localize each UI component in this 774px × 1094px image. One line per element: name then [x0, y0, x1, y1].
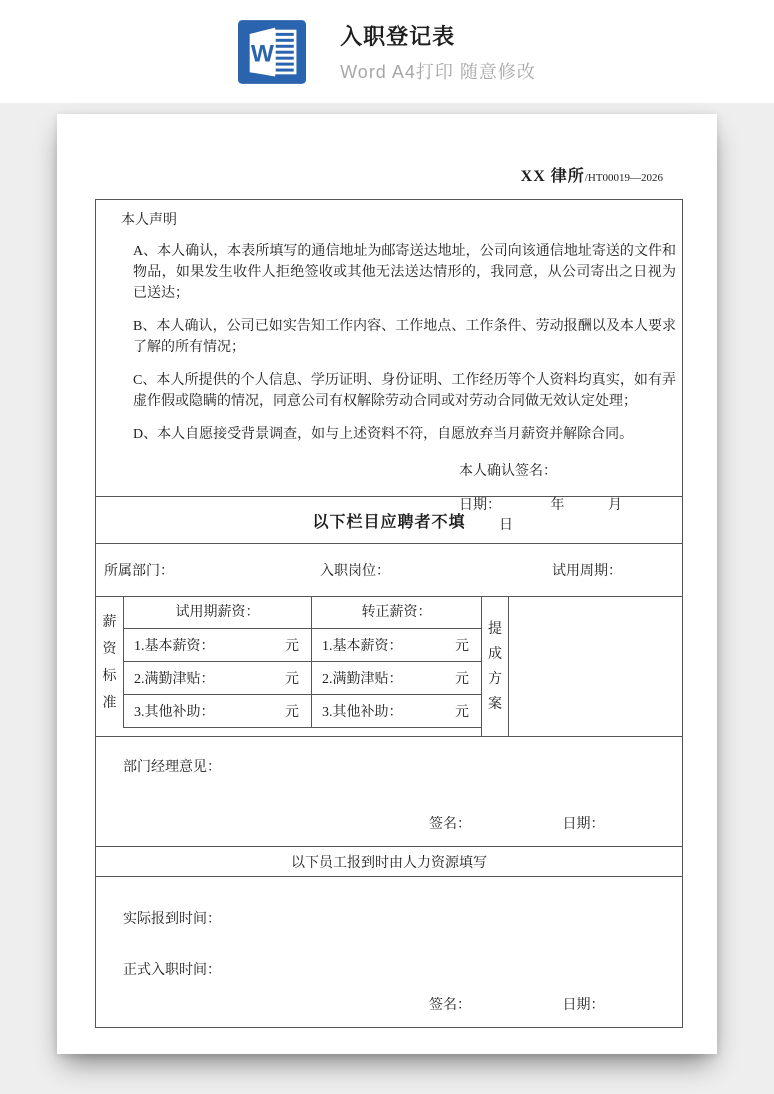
confirm-signature-label: 本人确认签名： [459, 464, 557, 479]
manager-opinion-cell [96, 737, 682, 847]
salary-unit: 元 [285, 705, 299, 720]
salary-item-label: 3.其他补助： [134, 705, 215, 720]
page-subtitle: Word A4打印 随意修改 [340, 61, 536, 82]
applicant-notice-text: 以下栏目应聘者不填 [312, 513, 466, 531]
date-unit-year: 年 [550, 498, 565, 513]
regular-salary-column [311, 597, 481, 728]
probation-salary-item-3 [124, 695, 311, 728]
page-title: 入职登记表 [340, 23, 456, 49]
salary-row [96, 597, 682, 737]
regular-salary-item-2 [312, 662, 481, 695]
salary-item-label: 2.满勤津贴： [322, 672, 403, 687]
manager-opinion-label: 部门经理意见： [123, 760, 221, 775]
commission-plan-cell [509, 597, 682, 736]
svg-text:W: W [251, 40, 275, 68]
salary-unit: 元 [455, 672, 469, 687]
letterhead-company: XX 律所 [520, 168, 585, 185]
declaration-title: 本人声明 [121, 213, 177, 228]
salary-unit: 元 [455, 705, 469, 720]
registration-form-table [95, 199, 683, 1028]
probation-salary-header: 试用期薪资： [124, 597, 311, 629]
salary-unit: 元 [455, 639, 469, 654]
declaration-item-a: A、本人确认，本表所填写的通信地址为邮寄送达地址，公司向该通信地址寄送的文件和物品，如果发生收件人拒绝签收或其他无法送达情形的，我同意，从公司寄出之日视为已送达； [133, 244, 676, 301]
commission-plan-label: 提成方案 [488, 621, 502, 712]
declaration-item-c: C、本人所提供的个人信息、学历证明、身份证明、工作经历等个人资料均真实，如有弄虚作假或隐瞒的情况，同意公司有权解除劳动合同或对劳动合同做无效认定处理； [133, 373, 676, 409]
hr-sign-date-line [123, 994, 682, 1014]
date-unit-day: 日 [499, 518, 513, 533]
probation-salary-item-1 [124, 629, 311, 662]
probation-salary-item-2 [124, 662, 311, 695]
salary-item-label: 1.基本薪资： [322, 639, 403, 654]
actual-arrival-label: 实际报到时间： [123, 912, 221, 927]
probation-label: 试用周期： [552, 564, 622, 579]
regular-salary-item-3 [312, 695, 481, 728]
manager-sign-label: 签名： [429, 817, 471, 832]
official-entry-label: 正式入职时间： [123, 963, 221, 978]
position-label: 入职岗位： [320, 564, 390, 579]
salary-item-label: 2.满勤津贴： [134, 672, 215, 687]
hr-sign-label: 签名： [429, 998, 471, 1013]
commission-plan-label-cell [481, 597, 509, 736]
assignment-row [96, 544, 682, 597]
department-label: 所属部门： [104, 564, 174, 579]
letterhead-code: /HT00019—2026 [584, 172, 663, 184]
header-text-block [340, 20, 536, 84]
hr-notice-text: 以下员工报到时由人力资源填写 [291, 855, 487, 871]
salary-item-label: 3.其他补助： [322, 705, 403, 720]
regular-salary-header: 转正薪资： [312, 597, 481, 629]
hr-date-label: 日期： [562, 998, 605, 1013]
preview-canvas [0, 103, 774, 1094]
salary-columns [124, 597, 481, 728]
salary-unit: 元 [285, 672, 299, 687]
salary-item-label: 1.基本薪资： [134, 639, 215, 654]
salary-standard-label: 薪资标准 [102, 614, 117, 711]
manager-date-label: 日期： [562, 817, 605, 832]
letterhead [57, 166, 717, 188]
probation-salary-column [124, 597, 311, 728]
header-bar [0, 0, 774, 103]
salary-inner-table [96, 597, 481, 728]
hr-fill-cell [96, 877, 682, 1027]
regular-salary-item-1 [312, 629, 481, 662]
hr-notice-row [96, 847, 682, 877]
salary-standard-label-cell [96, 597, 124, 728]
declaration-item-d: D、本人自愿接受背景调查，如与上述资料不符，自愿放弃当月薪资并解除合同。 [133, 427, 634, 442]
date-unit-month: 月 [608, 498, 622, 513]
word-icon [238, 20, 306, 84]
salary-unit: 元 [285, 639, 299, 654]
date-label: 日期： [459, 498, 501, 513]
manager-sign-date-line [123, 813, 682, 833]
document-page [57, 114, 717, 1054]
declaration-item-b: B、本人确认，公司已如实告知工作内容、工作地点、工作条件、劳动报酬以及本人要求了解的所有情况； [133, 319, 676, 355]
